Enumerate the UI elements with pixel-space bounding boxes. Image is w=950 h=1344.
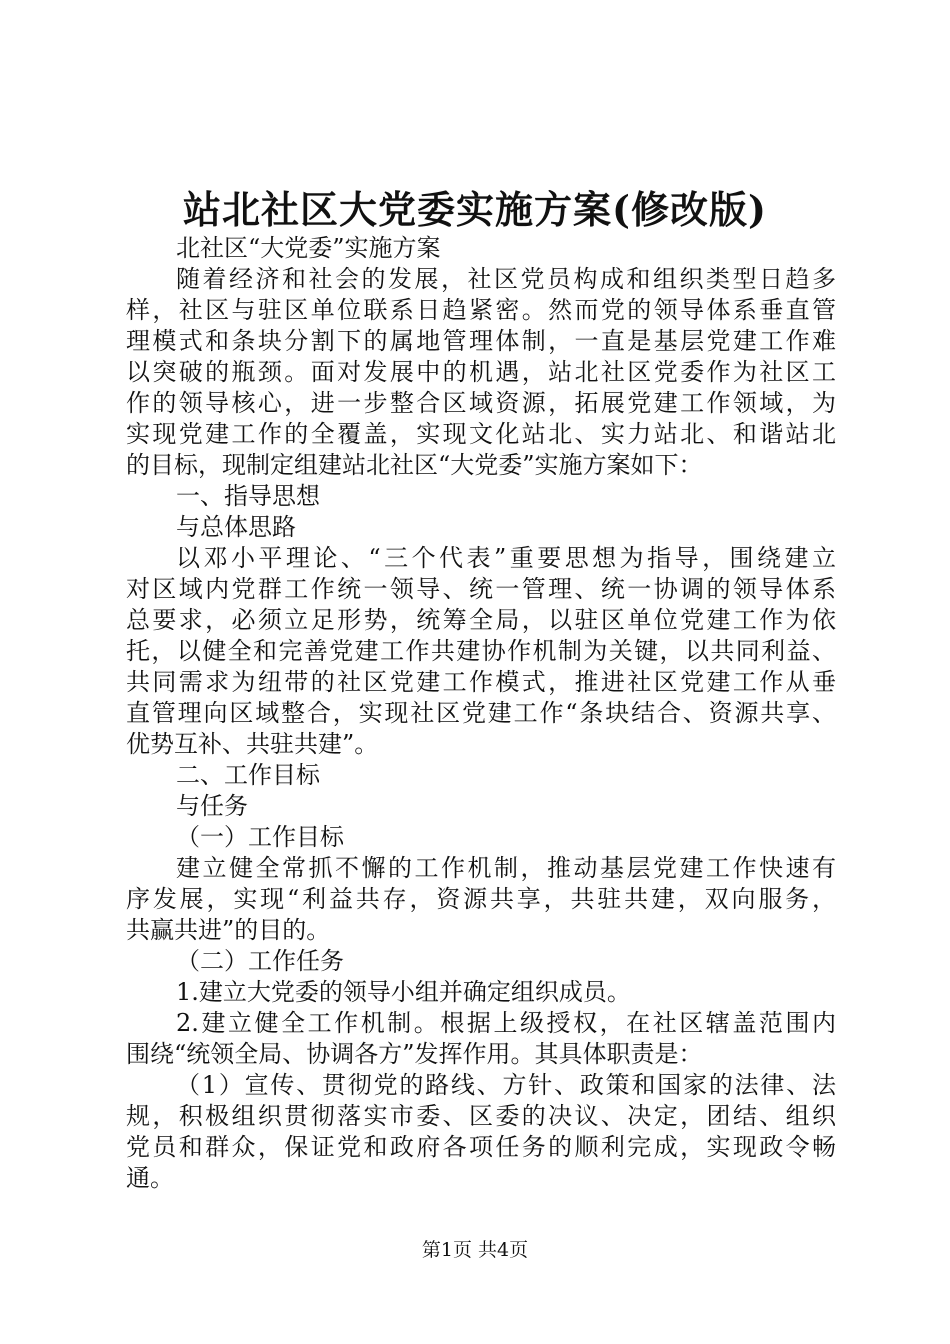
- paragraph-line: 样，社区与驻区单位联系日趋紧密。然而党的领导体系垂直管: [126, 296, 836, 324]
- document-body: [126, 233, 836, 1194]
- section-heading: 与总体思路: [176, 513, 296, 541]
- paragraph-line: 以突破的瓶颈。面对发展中的机遇，站北社区党委作为社区工: [126, 358, 836, 386]
- paragraph-line: 序发展，实现“利益共存，资源共享，共驻共建，双向服务，: [126, 885, 836, 913]
- list-item: 1.建立大党委的领导小组并确定组织成员。: [176, 978, 631, 1006]
- paragraph-line: 作的领导核心，进一步整合区域资源，拓展党建工作领域，为: [126, 389, 836, 417]
- paragraph-line: 直管理向区域整合，实现社区党建工作“条块结合、资源共享、: [126, 699, 836, 727]
- list-item: 2.建立健全工作机制。根据上级授权，在社区辖盖范围内: [176, 1009, 836, 1037]
- paragraph-line: 北社区“大党委”实施方案: [176, 234, 441, 262]
- paragraph-line: 对区域内党群工作统一领导、统一管理、统一协调的领导体系: [126, 575, 836, 603]
- paragraph-line: 实现党建工作的全覆盖，实现文化站北、实力站北、和谐站北: [126, 420, 836, 448]
- page-number-footer: 第1页 共4页: [421, 1239, 529, 1261]
- section-heading: 一、指导思想: [176, 482, 320, 510]
- paragraph-line: 托，以健全和完善党建工作共建协作机制为关键，以共同利益、: [126, 637, 836, 665]
- paragraph-line: 建立健全常抓不懈的工作机制，推动基层党建工作快速有: [176, 854, 836, 882]
- section-heading: 与任务: [176, 792, 248, 820]
- paragraph-line: 理模式和条块分割下的属地管理体制，一直是基层党建工作难: [126, 327, 836, 355]
- paragraph-line: 党员和群众，保证党和政府各项任务的顺利完成，实现政令畅: [126, 1133, 836, 1161]
- paragraph-line: 共赢共进”的目的。: [126, 916, 331, 944]
- paragraph-line: 共同需求为纽带的社区党建工作模式，推进社区党建工作从垂: [126, 668, 836, 696]
- paragraph-line: 优势互补、共驻共建”。: [126, 730, 379, 758]
- document-title: 站北社区大党委实施方案(修改版): [183, 187, 767, 232]
- list-item: （1）宣传、贯彻党的路线、方针、政策和国家的法律、法: [176, 1071, 836, 1099]
- paragraph-line: 围绕“统领全局、协调各方”发挥作用。其具体职责是：: [126, 1040, 703, 1068]
- paragraph-line: 规，积极组织贯彻落实市委、区委的决议、决定，团结、组织: [126, 1102, 836, 1130]
- paragraph-line: 的目标，现制定组建站北社区“大党委”实施方案如下：: [126, 451, 703, 479]
- subsection-heading: （二）工作任务: [176, 947, 344, 975]
- section-heading: 二、工作目标: [176, 761, 320, 789]
- subsection-heading: （一）工作目标: [176, 823, 344, 851]
- paragraph-line: 总要求，必须立足形势，统筹全局，以驻区单位党建工作为依: [126, 606, 836, 634]
- paragraph-line: 随着经济和社会的发展，社区党员构成和组织类型日趋多: [176, 265, 836, 293]
- paragraph-line: 以邓小平理论、“三个代表”重要思想为指导，围绕建立: [176, 544, 836, 572]
- paragraph-line: 通。: [126, 1164, 174, 1192]
